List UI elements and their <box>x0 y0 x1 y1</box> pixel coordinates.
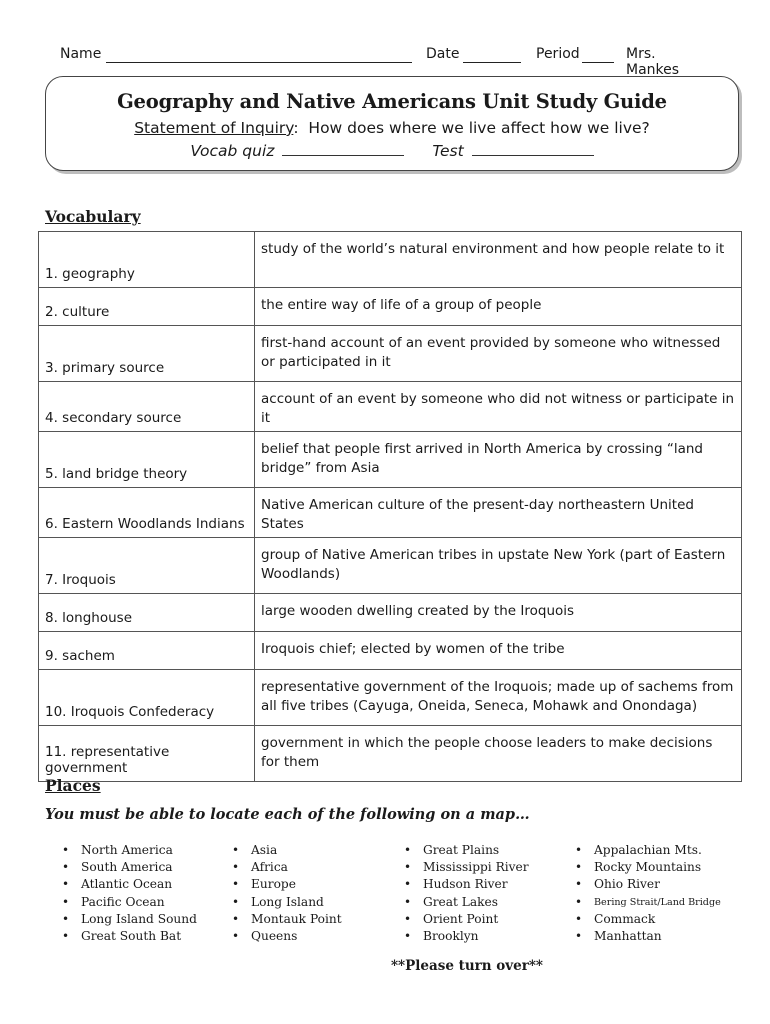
place-item: • Long Island <box>229 894 342 911</box>
vocab-quiz-field[interactable] <box>282 141 404 156</box>
place-item: • Orient Point <box>401 911 529 928</box>
vocab-definition: first-hand account of an event provided by someone who witnessed or participated in it <box>255 326 742 382</box>
vocab-term: 11. representative government <box>39 726 255 782</box>
vocab-quiz-label: Vocab quiz <box>190 142 275 160</box>
test-field[interactable] <box>472 141 594 156</box>
vocabulary-table <box>38 231 742 782</box>
vocab-row <box>39 670 742 726</box>
vocab-term: 1. geography <box>39 232 255 288</box>
vocab-term: 4. secondary source <box>39 382 255 432</box>
vocab-term: 6. Eastern Woodlands Indians <box>39 488 255 538</box>
place-item: • Mississippi River <box>401 859 529 876</box>
vocabulary-heading: Vocabulary <box>45 207 141 226</box>
period-label: Period <box>536 46 580 62</box>
vocab-row <box>39 726 742 782</box>
vocab-row <box>39 538 742 594</box>
teacher-name: Mrs. Mankes <box>626 46 680 78</box>
place-item: • Africa <box>229 859 342 876</box>
test-label: Test <box>432 142 464 160</box>
place-item: • Ohio River <box>572 876 721 893</box>
vocab-definition: Iroquois chief; elected by women of the tribe <box>255 632 742 670</box>
place-item: • North America <box>59 842 197 859</box>
vocab-row <box>39 488 742 538</box>
place-item: • Pacific Ocean <box>59 894 197 911</box>
vocab-term: 2. culture <box>39 288 255 326</box>
inquiry-label: Statement of Inquiry <box>134 119 294 137</box>
date-label: Date <box>426 46 460 62</box>
vocab-definition: belief that people first arrived in North America by crossing “land bridge” from Asia <box>255 432 742 488</box>
vocab-row <box>39 632 742 670</box>
inquiry-text: How does where we live affect how we live? <box>308 119 650 137</box>
vocab-definition: Native American culture of the present-day northeastern United States <box>255 488 742 538</box>
vocab-term: 10. Iroquois Confederacy <box>39 670 255 726</box>
statement-of-inquiry: Statement of Inquiry: How does where we live affect how we live? <box>134 119 650 137</box>
place-item: • Great Lakes <box>401 894 529 911</box>
quiz-line <box>46 141 738 160</box>
vocab-definition: government in which the people choose leaders to make decisions for them <box>255 726 742 782</box>
vocab-term: 7. Iroquois <box>39 538 255 594</box>
vocab-row <box>39 594 742 632</box>
place-item: • Bering Strait/Land Bridge <box>572 894 721 911</box>
vocab-term: 8. longhouse <box>39 594 255 632</box>
place-item: • Montauk Point <box>229 911 342 928</box>
name-label: Name <box>60 46 102 62</box>
place-item: • Manhattan <box>572 928 721 945</box>
place-item: • Great South Bat <box>59 928 197 945</box>
place-item: • Brooklyn <box>401 928 529 945</box>
vocab-row <box>39 382 742 432</box>
page-title: Geography and Native Americans Unit Study Guide <box>117 90 667 113</box>
place-item: • Rocky Mountains <box>572 859 721 876</box>
vocab-definition: group of Native American tribes in upstate New York (part of Eastern Woodlands) <box>255 538 742 594</box>
place-item: • Commack <box>572 911 721 928</box>
vocab-definition: study of the world’s natural environment and how people relate to it <box>255 232 742 288</box>
vocab-definition: account of an event by someone who did not witness or participate in it <box>255 382 742 432</box>
place-item: • Great Plains <box>401 842 529 859</box>
vocab-row <box>39 432 742 488</box>
title-box <box>45 76 739 171</box>
vocab-row <box>39 232 742 288</box>
place-item: • Europe <box>229 876 342 893</box>
vocab-definition: large wooden dwelling created by the Iroquois <box>255 594 742 632</box>
place-item: • Atlantic Ocean <box>59 876 197 893</box>
vocab-row <box>39 326 742 382</box>
places-column-4 <box>572 842 721 945</box>
places-column-1 <box>59 842 197 945</box>
places-heading: Places <box>45 776 101 795</box>
places-instruction: You must be able to locate each of the following on a map… <box>45 806 530 823</box>
vocab-term: 3. primary source <box>39 326 255 382</box>
place-item: • Queens <box>229 928 342 945</box>
places-column-3 <box>401 842 529 945</box>
vocab-row <box>39 288 742 326</box>
vocab-definition: the entire way of life of a group of people <box>255 288 742 326</box>
places-column-2 <box>229 842 342 945</box>
place-item: • Appalachian Mts. <box>572 842 721 859</box>
place-item: • Long Island Sound <box>59 911 197 928</box>
place-item: • Hudson River <box>401 876 529 893</box>
vocab-term: 5. land bridge theory <box>39 432 255 488</box>
vocab-term: 9. sachem <box>39 632 255 670</box>
place-item: • Asia <box>229 842 342 859</box>
turn-over-note: **Please turn over** <box>391 958 543 974</box>
header-line <box>58 46 712 78</box>
vocab-definition: representative government of the Iroquois; made up of sachems from all five tribes (Cayuga, Oneida, Seneca, Mohawk and Onondaga) <box>255 670 742 726</box>
place-item: • South America <box>59 859 197 876</box>
